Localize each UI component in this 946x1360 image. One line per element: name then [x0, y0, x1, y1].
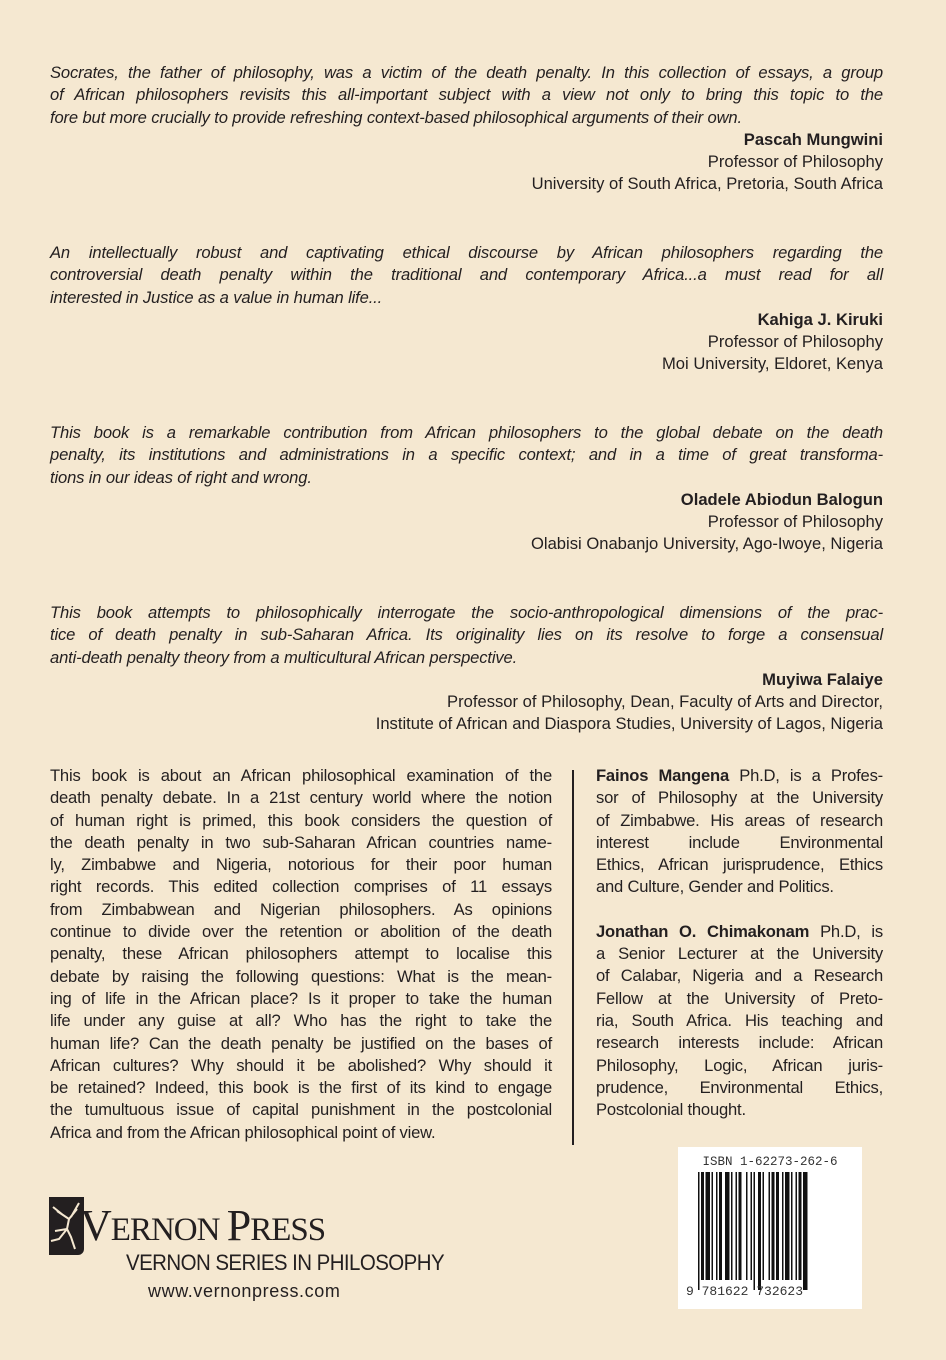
description-line: the death penalty in two sub-Saharan African countries name-: [50, 832, 552, 852]
quote-line: controversial death penalty within the traditional and contemporary Africa...a must read for all: [50, 265, 883, 285]
editor-bio-line: of Calabar, Nigeria and a Research: [596, 966, 883, 986]
book-description: [50, 765, 552, 1144]
barcode-bar: [736, 1172, 738, 1280]
editor-bios: [596, 765, 883, 1121]
barcode-bar: [706, 1172, 711, 1280]
description-line: from Zimbabwean and Nigerian philosophers. As opinions: [50, 899, 552, 919]
editor-degree: Ph.D, is a Profes-: [729, 766, 883, 785]
quote-line: fore but more crucially to provide refreshing context-based philosophical arguments of their own.: [50, 107, 742, 127]
editor-bio-first-line: [596, 921, 883, 943]
description-line: be retained? Indeed, this book is the first of its kind to engage: [50, 1078, 552, 1098]
description-line: penalty, these African philosophers attempt to localise this: [50, 944, 552, 964]
barcode-bar: [739, 1172, 742, 1280]
endorser-affiliation: Moi University, Eldoret, Kenya: [661, 354, 883, 374]
description-line: Africa and from the African philosophical point of view.: [50, 1122, 436, 1142]
description-line: the tumultuous issue of capital punishment in the postcolonial: [50, 1100, 552, 1120]
series-name: VERNON SERIES IN PHILOSOPHY: [126, 1250, 445, 1275]
description-line: ing of life in the African place? Is it proper to take the human: [50, 988, 552, 1008]
description-line: death penalty debate. In a 21st century world where the notion: [50, 788, 552, 808]
editor-name: Fainos Mangena: [596, 766, 729, 785]
editor-bio-line: interest include Environmental: [596, 832, 883, 852]
editor-bio-line: Ethics, African jurisprudence, Ethics: [596, 855, 883, 875]
description-line: right records. This edited collection comprises of 11 essays: [50, 877, 552, 897]
endorser-affiliation: Professor of Philosophy, Dean, Faculty of Arts and Director,: [447, 692, 883, 712]
barcode-bar: [772, 1172, 775, 1280]
barcode-bar: [799, 1172, 802, 1280]
editor-bio-line: sor of Philosophy at the University: [596, 788, 883, 808]
barcode-bar: [796, 1172, 798, 1280]
description-line: of human right is primed, this book considers the question of: [50, 810, 552, 830]
barcode-bar: [785, 1172, 790, 1280]
description-line: ly, Zimbabwe and Nigeria, notorious for their poor human: [50, 855, 552, 875]
quote-line: tice of death penalty in sub-Saharan Africa. Its originality lies on its resolve to forge a consensual: [50, 625, 883, 645]
endorser-affiliation: Olabisi Onabanjo University, Ago-Iwoye, Nigeria: [530, 534, 883, 554]
description-line: continue to divide over the retention or abolition of the death: [50, 922, 552, 942]
editor-bio-line: Philosophy, Logic, African juris-: [596, 1055, 883, 1075]
endorser-name-text: Pascah Mungwini: [743, 129, 883, 149]
endorser-affiliation: Professor of Philosophy: [707, 512, 883, 532]
editor-bio-line: a Senior Lecturer at the University: [596, 944, 883, 964]
barcode-bars: [698, 1172, 842, 1292]
endorser-name-text: Muyiwa Falaiye: [762, 669, 883, 689]
description-line: life under any guise at all? Who has the right to take the: [50, 1011, 552, 1031]
quote-line: interested in Justice as a value in human life...: [50, 287, 383, 307]
quote-line: penalty, its institutions and administrations in a specific context; and in a time of great transforma-: [50, 445, 883, 465]
endorsement: [50, 62, 883, 196]
endorser-name-text: Kahiga J. Kiruki: [757, 309, 883, 329]
endorser-affiliation: Professor of Philosophy: [707, 152, 883, 172]
endorser-affiliation: University of South Africa, Pretoria, South Africa: [531, 174, 883, 194]
barcode-bar: [769, 1172, 771, 1280]
quote-line: This book is a remarkable contribution from African philosophers to the global debate on the death: [50, 423, 883, 442]
barcode-bar: [698, 1172, 700, 1290]
endorsement: [50, 602, 883, 736]
endorser-name: [50, 309, 883, 331]
barcode-bar: [782, 1172, 784, 1280]
quote-line: anti-death penalty theory from a multicultural African perspective.: [50, 647, 518, 667]
description-line: African cultures? Why should it be abolished? Why should it: [50, 1055, 552, 1075]
barcode-digits: 9 781622 732623: [686, 1284, 804, 1299]
publisher-name: VERNON PRESS: [80, 1201, 326, 1250]
editor-bio-line: research interests include: African: [596, 1033, 883, 1053]
endorser-name-text: Oladele Abiodun Balogun: [680, 489, 883, 509]
quote-line: This book attempts to philosophically interrogate the socio-anthropological dimensions of the prac-: [50, 603, 883, 622]
editor-bio-line: of Zimbabwe. His areas of research: [596, 810, 883, 830]
barcode-bar: [712, 1172, 714, 1280]
barcode-bar: [716, 1172, 718, 1280]
barcode-bar: [776, 1172, 779, 1280]
barcode-bar: [751, 1172, 753, 1280]
column-divider: [572, 770, 574, 1145]
endorser-affiliation: Professor of Philosophy: [707, 332, 883, 352]
endorsement: [50, 242, 883, 376]
barcode-bar: [758, 1172, 761, 1290]
barcode-bar: [719, 1172, 722, 1280]
barcode-bar: [725, 1172, 730, 1280]
editor-bio-line: and Culture, Gender and Politics.: [596, 877, 834, 897]
endorsement: [50, 422, 883, 556]
barcode-bar: [763, 1172, 765, 1280]
endorser-affiliation: Institute of African and Diaspora Studies, University of Lagos, Nigeria: [375, 714, 883, 734]
quote-line: tions in our ideas of right and wrong.: [50, 467, 312, 487]
endorser-name: [50, 129, 883, 151]
quote-line: An intellectually robust and captivating ethical discourse by African philosophers regarding the: [50, 243, 883, 262]
quote-line: of African philosophers revisits this all-important subject with a view not only to bring this topic to the: [50, 85, 883, 105]
isbn-barcode: [678, 1147, 862, 1309]
barcode-bar: [791, 1172, 793, 1280]
editor-bio-line: ria, South Africa. His teaching and: [596, 1010, 883, 1030]
barcode-bar: [803, 1172, 808, 1290]
editor-bio-line: Fellow at the University of Preto-: [596, 988, 883, 1008]
editor-bio-line: prudence, Environmental Ethics,: [596, 1077, 883, 1097]
barcode-bar: [754, 1172, 756, 1290]
description-line: This book is about an African philosophical examination of the: [50, 766, 552, 785]
description-line: human life? Can the death penalty be justified on the bases of: [50, 1033, 552, 1053]
editor-bio-first-line: [596, 765, 883, 787]
editor-bio-line: Postcolonial thought.: [596, 1100, 746, 1120]
spacer: [596, 899, 883, 921]
barcode-bar: [731, 1172, 733, 1280]
publisher-url: www.vernonpress.com: [148, 1281, 341, 1301]
quote-line: Socrates, the father of philosophy, was a victim of the death penalty. In this collection of essays, a group: [50, 63, 883, 82]
endorser-name: [50, 669, 883, 691]
editor-name: Jonathan O. Chimakonam: [596, 921, 810, 941]
barcode-bar: [746, 1172, 748, 1280]
description-line: debate by raising the following questions: What is the mean-: [50, 966, 552, 986]
tree-branch-icon: [49, 1197, 84, 1255]
isbn-label: ISBN 1-62273-262-6: [702, 1155, 838, 1169]
endorser-name: [50, 489, 883, 511]
editor-degree: Ph.D, is: [809, 921, 884, 941]
barcode-bar: [701, 1172, 704, 1280]
